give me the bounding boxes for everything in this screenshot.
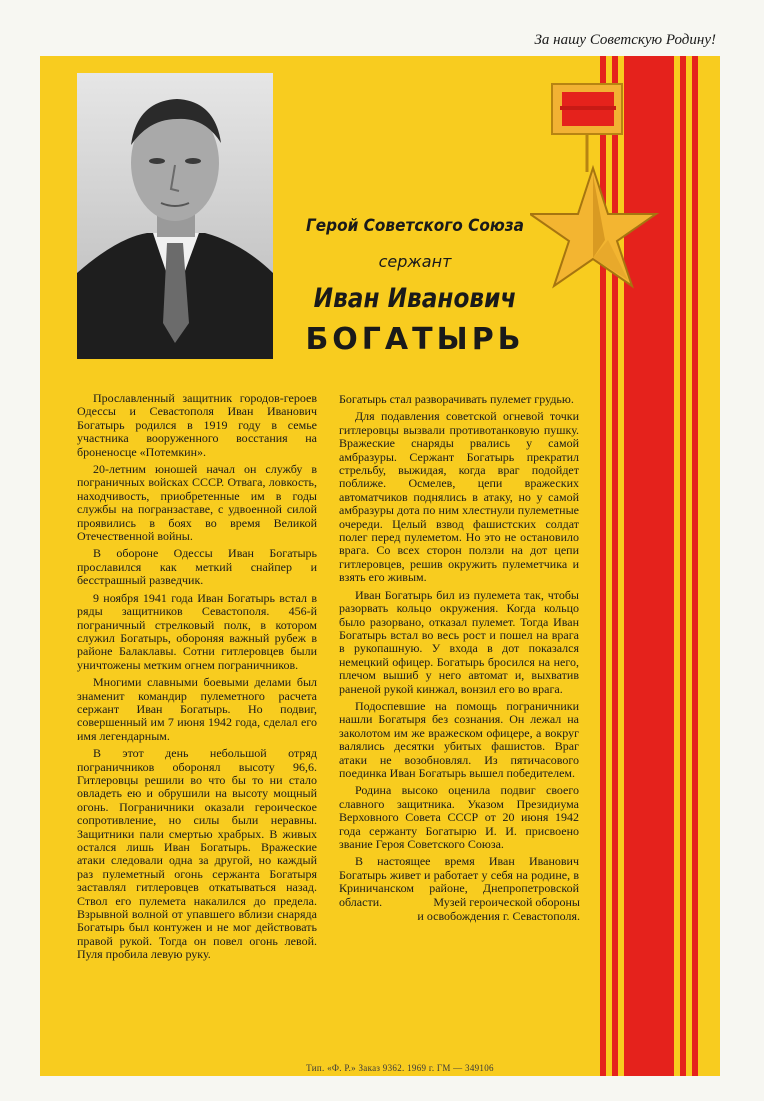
paragraph: Многими славными боевыми делами был знаменит командир пулеметного расчета сержант Иван Богатырь. Но подвиг, совершенный им 7 июня 1942 года, сделал его имя легендарным.: [77, 675, 317, 743]
paragraph: Иван Богатырь бил из пулемета так, чтобы разорвать кольцо окружения. Когда кольцо было разорвано, отказал пулемет. Тогда Иван Богатырь встал во весь рост и пошел на врага в рукопашную. У входа в дот показался немецкий офицер. Богатырь бросился на него, плечом вышиб у него автомат и, выхватив раненой рукой кинжал, вонзил его во врага.: [339, 587, 579, 696]
paragraph: Для подавления советской огневой точки гитлеровцы вызвали противотанковую пушку. Вражеские снаряды рвались у самой амбразуры. Сержант Богатырь прекратил стрельбу, выжидая, когда враг подойдет поближе. Осмелев, цепи вражеских автоматчиков поднялись в атаку, но у самой амбразуры дота по ним хлестнули пулеметные очереди. Целый взвод фашистских солдат полег перед пулеметом. Но это не остановило врага. Со всех сторон ползли на дот цепи гитлеровцев, решив окружить пулеметчика и взять его живым.: [339, 409, 579, 585]
rank: сержант: [378, 252, 452, 271]
paragraph: Прославленный защитник городов-героев Одессы и Севастополя Иван Иванович Богатырь родился в 1919 году в семье участника вооруженного восстания на броненосце «Потемкин».: [77, 391, 317, 459]
portrait-photo: [77, 73, 273, 359]
paragraph: 9 ноября 1941 года Иван Богатырь встал в ряды защитников Севастополя. 456-й пограничный стрелковый полк, в котором служил Богатырь, обороняя важный рубеж в районе Балаклавы. Сотни гитлеровцев были уничтожены метким огнем пограничников.: [77, 590, 317, 672]
paragraph: Подоспевшие на помощь пограничники нашли Богатыря без сознания. Он лежал на заколотом им же вражеском офицере, а вокруг валялись десятки убитых фашистов. Враг атаки не возобновлял. Из пятичасового поединка Иван Богатырь вышел победителем.: [339, 698, 579, 780]
paragraph: Богатырь стал разворачивать пулемет грудью.: [339, 392, 574, 406]
slogan: За нашу Советскую Родину!: [534, 32, 716, 48]
award-title: Герой Советского Союза: [306, 216, 524, 236]
museum-signature: [400, 895, 580, 923]
print-imprint: Тип. «Ф. Р.» Заказ 9362. 1969 г. ГМ — 349106: [306, 1063, 494, 1073]
paragraph: В обороне Одессы Иван Богатырь прославился как меткий снайпер и бесстрашный разведчик.: [77, 546, 317, 588]
signature-line: и освобождения г. Севастополя.: [417, 909, 580, 923]
paragraph: В настоящее время Иван Иванович Богатырь живет и работает у себя на родине, в Криничанском районе, Днепропетровской области.: [339, 854, 579, 909]
signature-line: Музей героической обороны: [433, 895, 580, 909]
gold-star-medal-icon: [530, 80, 660, 300]
biography-right-column: [339, 393, 579, 913]
paragraph: 20-летним юношей начал он службу в пограничных войсках СССР. Отвага, ловкость, находчивость, приобретенные им в годы службы на погранзаставе, с удвоенной силой проявились в боях во время Великой Отечественной войны.: [77, 462, 317, 544]
paragraph: В этот день небольшой отряд пограничников оборонял высоту 96,6. Гитлеровцы решили во что бы то ни стало овладеть ею и обрушили на высоту мощный огонь. Пограничники оказали героическое сопротивление, но силы были неравны. Защитники пали смертью храбрых. В живых остался лишь Иван Богатырь. Вражеские атаки следовали одна за другой, но каждый раз пулеметный огонь сержанта Богатыря заставлял гитлеровцев откатываться назад. Ствол его пулемета накалился до предела. Взрывной волной от упавшего вблизи снаряда Богатырь был контужен и не мог действовать правой рукой. Тогда он повел огонь левой. Пуля пробила левую руку.: [77, 746, 317, 962]
hero-name: Иван Иванович: [313, 283, 517, 314]
hero-surname: БОГАТЫРЬ: [305, 322, 525, 357]
paragraph: Родина высоко оценила подвиг своего славного защитника. Указом Президиума Верховного Совета СССР от 20 июня 1942 года сержанту Богатырю И. И. присвоено звание Героя Советского Союза.: [339, 783, 579, 851]
biography-left-column: [77, 392, 317, 966]
